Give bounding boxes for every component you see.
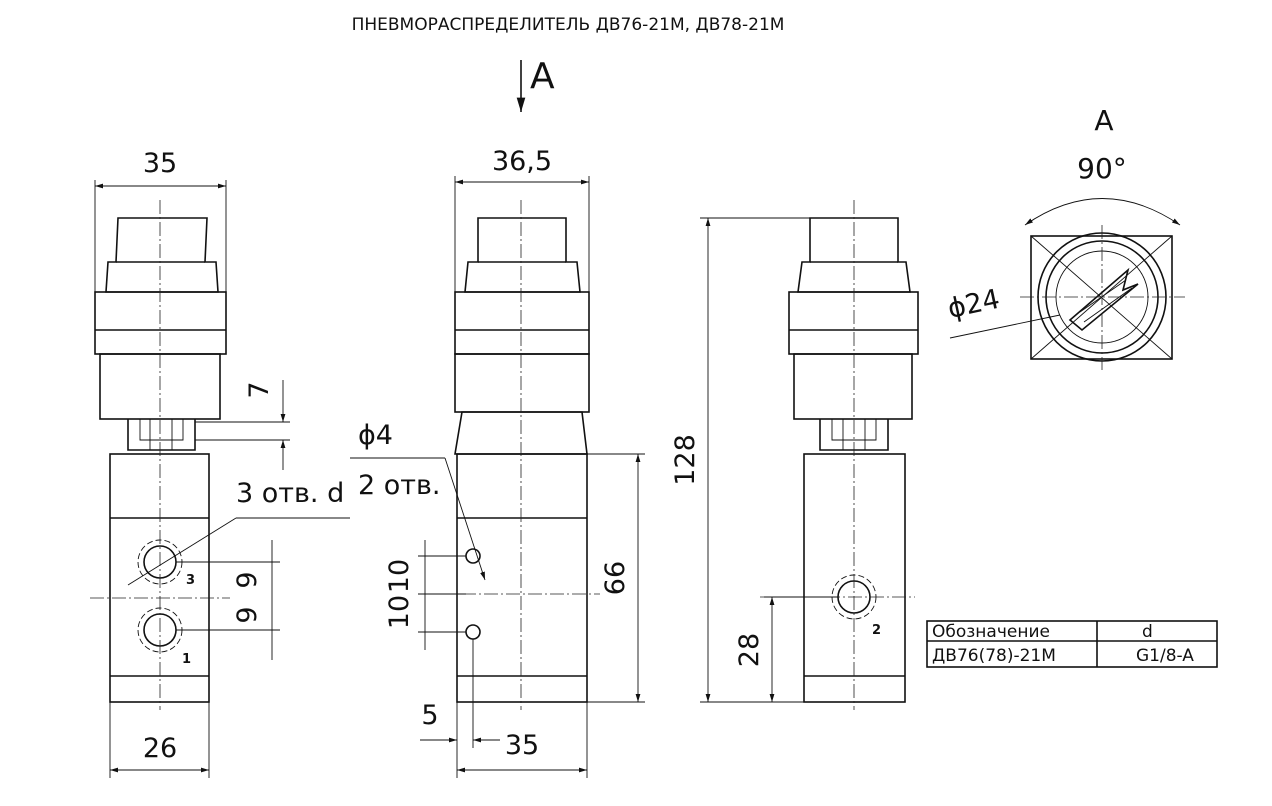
table-cell-designation: ДВ76(78)-21М [932, 646, 1056, 666]
dim-36-5: 36,5 [491, 146, 553, 177]
view-arrow [521, 56, 555, 112]
middle-view [350, 200, 600, 710]
drawing-title: ПНЕВМОРАСПРЕДЕЛИТЕЛЬ ДВ76-21М, ДВ78-21М [351, 15, 785, 35]
dim-10-upper: 10 [384, 558, 415, 594]
dim-5: 5 [421, 700, 439, 731]
dim-66: 66 [600, 560, 631, 596]
port-2-label: 2 [872, 623, 882, 638]
port-3-label: 3 [186, 573, 196, 588]
right-dimensions [670, 218, 838, 702]
dim-phi24: ϕ24 [945, 283, 1003, 325]
dim-35-top: 35 [142, 148, 178, 179]
table-header-designation: Обозначение [932, 622, 1050, 642]
left-view [90, 200, 350, 710]
table-cell-d: G1/8-A [1136, 646, 1194, 666]
dim-35-bottom: 35 [504, 730, 540, 761]
dim-10-lower: 10 [384, 594, 415, 630]
view-a-label: A [1094, 104, 1114, 137]
dim-phi4: ϕ4 [358, 420, 393, 451]
dim-7: 7 [244, 381, 275, 399]
left-dimensions [95, 148, 344, 778]
right-view [760, 200, 918, 710]
table-header-d: d [1142, 622, 1153, 642]
view-a [945, 104, 1185, 370]
view-arrow-label: A [530, 56, 555, 97]
dim-9-lower: 9 [232, 606, 263, 624]
callout-2-holes: 2 отв. [358, 470, 441, 501]
callout-holes-d: 3 отв. d [236, 478, 345, 509]
dim-26: 26 [142, 733, 178, 764]
angle-label: 90° [1077, 152, 1127, 185]
spec-table [927, 621, 1217, 667]
dim-128: 128 [670, 434, 701, 486]
port-1-label: 1 [182, 652, 192, 667]
middle-dimensions [358, 146, 645, 778]
dim-9-upper: 9 [232, 571, 263, 589]
dim-28: 28 [734, 632, 765, 668]
